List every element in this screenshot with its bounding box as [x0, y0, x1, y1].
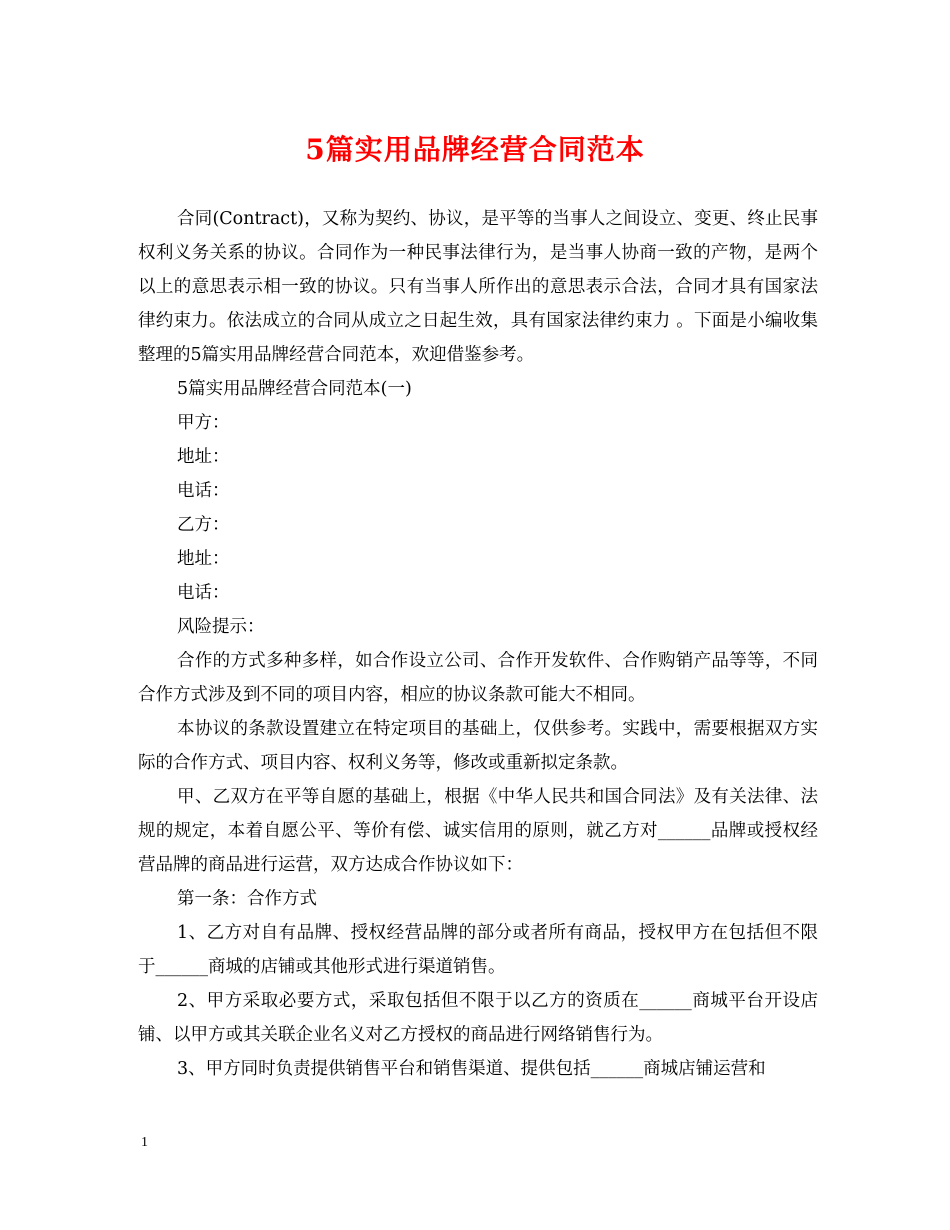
paragraph-terms-reference: 本协议的条款设置建立在特定项目的基础上，仅供参考。实践中，需要根据双方实际的合作方式、项目内容、权利义务等，修改或重新拟定条款。 [138, 719, 818, 773]
party-a-phone-label: 电话： [177, 481, 230, 501]
document-title: 5篇实用品牌经营合同范本 [305, 133, 645, 166]
party-b-phone-label: 电话： [177, 583, 230, 603]
document-body [138, 202, 818, 1086]
page-number: 1 [141, 1135, 148, 1150]
party-b-address-label: 地址： [177, 549, 230, 569]
party-a-address-label: 地址： [177, 447, 230, 467]
clause-1: 1、乙方对自有品牌、授权经营品牌的部分或者所有商品，授权甲方在包括但不限于______商城的店铺或其他形式进行渠道销售。 [138, 923, 818, 977]
paragraph-intro: 合同(Contract)，又称为契约、协议，是平等的当事人之间设立、变更、终止民事权利义务关系的协议。合同作为一种民事法律行为，是当事人协商一致的产物，是两个以上的意思表示相一致的协议。只有当事人所作出的意思表示合法，合同才具有国家法律约束力。依法成立的合同从成立之日起生效，具有国家法律约束力 。下面是小编收集整理的5篇实用品牌经营合同范本，欢迎借鉴参考。 [138, 209, 818, 365]
clause-3: 3、甲方同时负责提供销售平台和销售渠道、提供包括______商城店铺运营和 [177, 1059, 766, 1079]
party-a-label: 甲方： [177, 413, 230, 433]
clause-2: 2、甲方采取必要方式，采取包括但不限于以乙方的资质在______商城平台开设店铺、以甲方或其关联企业名义对乙方授权的商品进行网络销售行为。 [138, 991, 818, 1045]
party-b-label: 乙方： [177, 515, 230, 535]
paragraph-agreement-basis: 甲、乙双方在平等自愿的基础上，根据《中华人民共和国合同法》及有关法律、法规的规定，本着自愿公平、等价有偿、诚实信用的原则，就乙方对______品牌或授权经营品牌的商品进行运营，双方达成合作协议如下： [138, 787, 818, 875]
section-heading-contract-one: 5篇实用品牌经营合同范本(一) [177, 379, 412, 399]
risk-notice-heading: 风险提示： [177, 617, 265, 637]
article-one-heading: 第一条：合作方式 [177, 889, 317, 909]
paragraph-cooperation-methods: 合作的方式多种多样，如合作设立公司、合作开发软件、合作购销产品等等，不同合作方式涉及到不同的项目内容，相应的协议条款可能大不相同。 [138, 651, 818, 705]
